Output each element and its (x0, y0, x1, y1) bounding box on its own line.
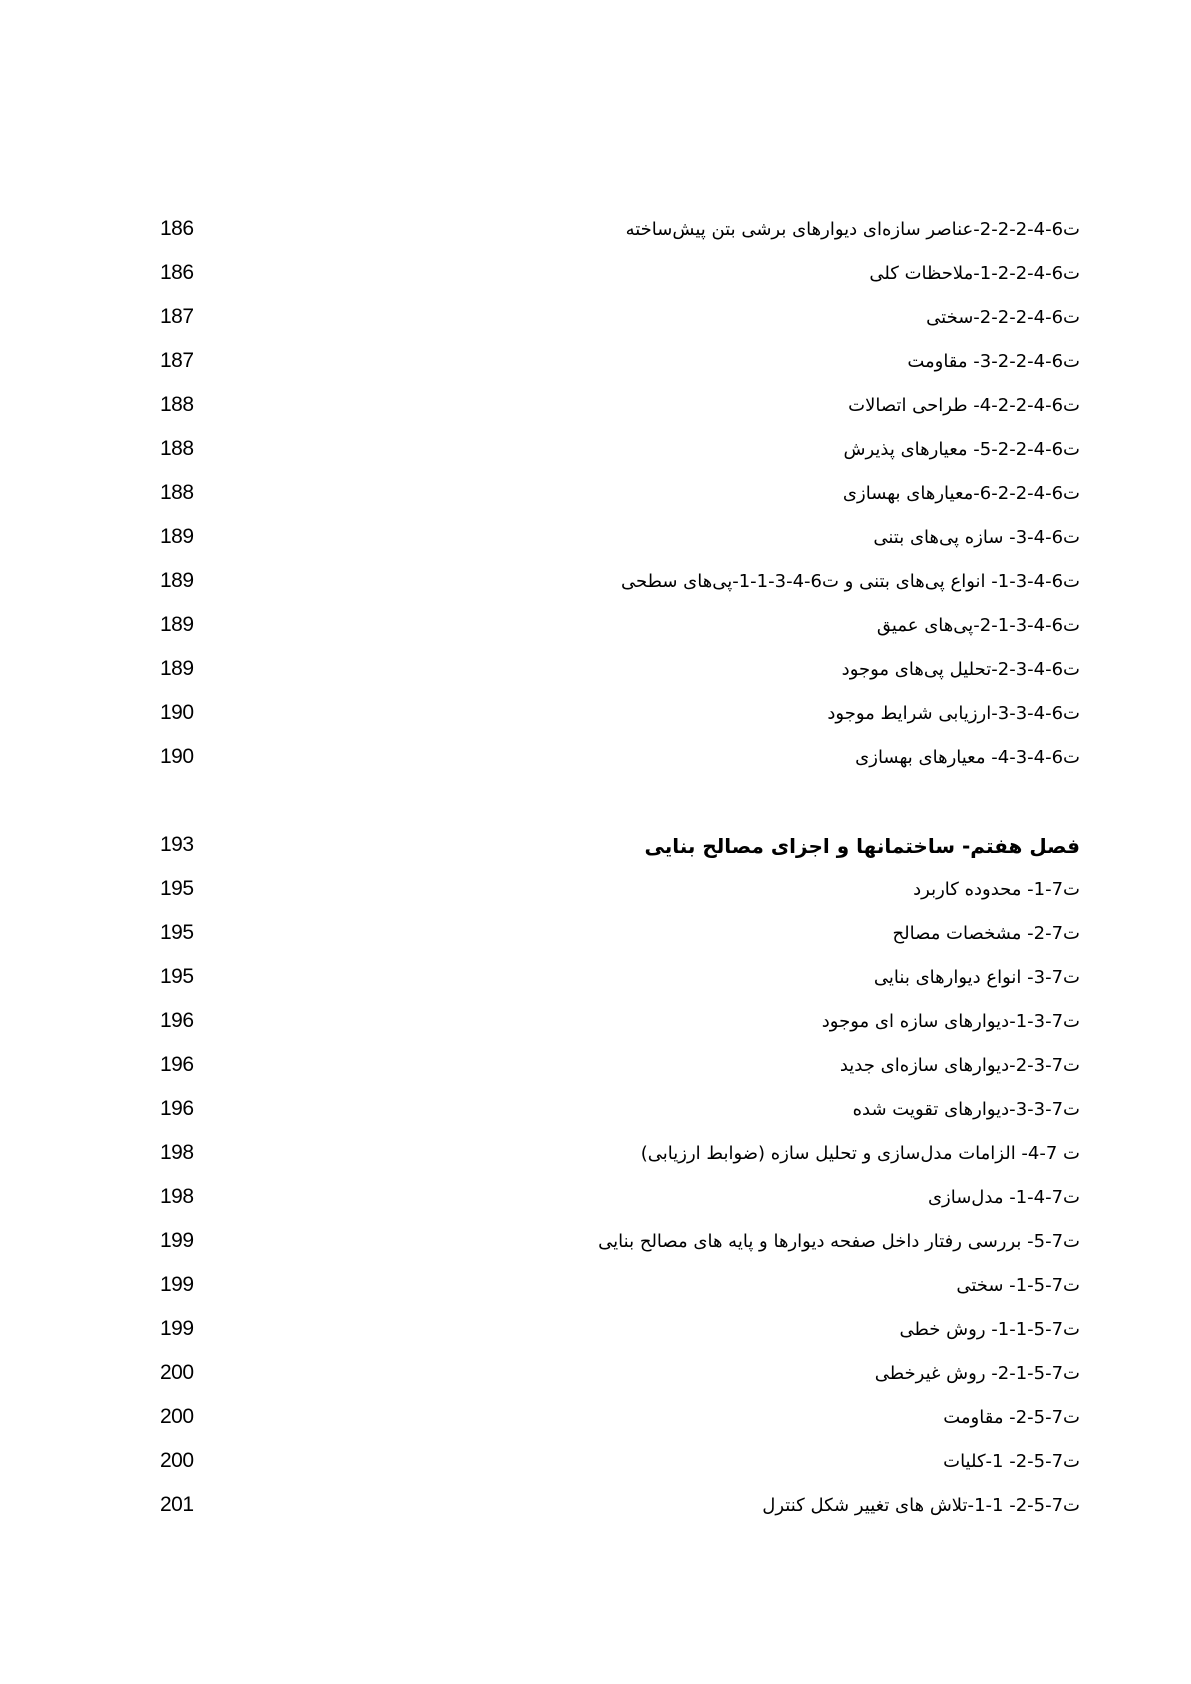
toc-page-number: 186 (160, 217, 194, 240)
toc-entry-title: ت7-3-3-دیوارهای تقویت شده (852, 1099, 1080, 1120)
toc-page-number: 186 (160, 261, 194, 284)
toc-page-number: 190 (160, 745, 194, 768)
table-of-contents (160, 210, 1080, 1530)
toc-row[interactable] (160, 562, 1080, 606)
toc-page-number: 200 (160, 1361, 194, 1384)
toc-entry-title: ت6-4-2-2-3- مقاومت (907, 351, 1080, 372)
toc-page-number: 200 (160, 1405, 194, 1428)
toc-entry-title: ت6-4-3-3-ارزیابی شرایط موجود (827, 703, 1080, 724)
toc-row[interactable] (160, 1178, 1080, 1222)
toc-row[interactable] (160, 1266, 1080, 1310)
toc-page-number: 199 (160, 1229, 194, 1252)
toc-entry-title: ت6-4-3-2-تحلیل پی‌های موجود (841, 659, 1080, 680)
toc-entry-title: ت6-4-2-2-1-ملاحظات کلی (869, 263, 1080, 284)
toc-page-number: 196 (160, 1009, 194, 1032)
toc-row[interactable] (160, 1442, 1080, 1486)
toc-page-number: 201 (160, 1493, 194, 1516)
toc-row[interactable] (160, 1134, 1080, 1178)
toc-page-number: 193 (160, 833, 194, 856)
toc-page-number: 199 (160, 1273, 194, 1296)
toc-page-number: 200 (160, 1449, 194, 1472)
toc-entry-title: ت7-5-2- 1-کلیات (943, 1451, 1080, 1472)
toc-page-number: 198 (160, 1185, 194, 1208)
toc-page-number: 190 (160, 701, 194, 724)
toc-row[interactable] (160, 870, 1080, 914)
toc-entry-title: ت6-4-3-4- معیارهای بهسازی (855, 747, 1080, 768)
toc-entry-title: ت7-5-2- 1-1-تلاش های تغییر شکل کنترل (762, 1495, 1080, 1516)
toc-entry-title: ت7-5-1-2- روش غیرخطی (874, 1363, 1080, 1384)
toc-row[interactable] (160, 430, 1080, 474)
toc-row[interactable] (160, 298, 1080, 342)
toc-entry-title: ت6-4-3-1-2-پی‌های عمیق (876, 615, 1080, 636)
toc-row[interactable] (160, 342, 1080, 386)
toc-row[interactable] (160, 958, 1080, 1002)
toc-page-number: 198 (160, 1141, 194, 1164)
toc-entry-title: ت6-4-3-1- انواع پی‌های بتنی و ت6-4-3-1-1-پی‌های سطحی (620, 571, 1080, 592)
toc-page-number: 188 (160, 481, 194, 504)
toc-entry-title: ت7-5-1-1- روش خطی (899, 1319, 1080, 1340)
toc-page-number: 189 (160, 525, 194, 548)
toc-entry-title: ت7-3- انواع دیوارهای بنایی (873, 967, 1080, 988)
toc-row[interactable] (160, 606, 1080, 650)
toc-row[interactable] (160, 386, 1080, 430)
toc-page-number: 188 (160, 393, 194, 416)
toc-row[interactable] (160, 518, 1080, 562)
toc-entry-title: ت7-1- محدوده کاربرد (913, 879, 1080, 900)
toc-entry-title: ت7-2- مشخصات مصالح (892, 923, 1080, 944)
toc-page-number: 189 (160, 613, 194, 636)
toc-row[interactable] (160, 1090, 1080, 1134)
toc-page-number: 195 (160, 965, 194, 988)
toc-row[interactable] (160, 210, 1080, 254)
toc-entry-title: ت6-4-2-2-5- معیارهای پذیرش (843, 439, 1080, 460)
toc-row[interactable] (160, 254, 1080, 298)
toc-page-number: 196 (160, 1053, 194, 1076)
toc-entry-title: ت7-5- بررسی رفتار داخل صفحه دیوارها و پایه های مصالح بنایی (598, 1231, 1080, 1252)
toc-page-number: 187 (160, 305, 194, 328)
toc-entry-title: ت7-5-1- سختی (956, 1275, 1080, 1296)
toc-entry-title: ت6-4-2-2-6-معیارهای بهسازی (842, 483, 1080, 504)
toc-entry-title: ت6-4-2-2-4- طراحی اتصالات (848, 395, 1080, 416)
toc-row[interactable] (160, 694, 1080, 738)
toc-entry-title: ت7-3-2-دیوارهای سازه‌ای جدید (839, 1055, 1080, 1076)
toc-entry-title: ت6-4-3- سازه پی‌های بتنی (873, 527, 1080, 548)
toc-page-number: 196 (160, 1097, 194, 1120)
chapter-heading: فصل هفتم- ساختمانها و اجزای مصالح بنایی (644, 834, 1080, 858)
toc-entry-title: ت 7-4- الزامات مدل‌سازی و تحلیل سازه (ضوابط ارزیابی) (640, 1143, 1080, 1164)
toc-entry-title: ت6-4-2-2-2-سختی (926, 307, 1080, 328)
toc-row[interactable] (160, 1222, 1080, 1266)
toc-page-number: 189 (160, 657, 194, 680)
toc-page-number: 189 (160, 569, 194, 592)
chapter-heading-row[interactable] (160, 826, 1080, 870)
toc-page-number: 188 (160, 437, 194, 460)
toc-row[interactable] (160, 1046, 1080, 1090)
toc-row[interactable] (160, 914, 1080, 958)
toc-page-number: 199 (160, 1317, 194, 1340)
toc-entry-title: ت7-5-2- مقاومت (943, 1407, 1080, 1428)
toc-row[interactable] (160, 1354, 1080, 1398)
toc-row[interactable] (160, 1486, 1080, 1530)
toc-row[interactable] (160, 1002, 1080, 1046)
toc-row[interactable] (160, 1398, 1080, 1442)
toc-row[interactable] (160, 1310, 1080, 1354)
toc-entry-title: ت6-4-2-2-2-عناصر سازه‌ای دیوارهای برشی بتن پیش‌ساخته (625, 219, 1080, 240)
toc-page-number: 195 (160, 877, 194, 900)
toc-row[interactable] (160, 650, 1080, 694)
toc-row[interactable] (160, 474, 1080, 518)
toc-page-number: 187 (160, 349, 194, 372)
toc-entry-title: ت7-3-1-دیوارهای سازه ای موجود (821, 1011, 1080, 1032)
toc-entry-title: ت7-4-1- مدل‌سازی (927, 1187, 1080, 1208)
toc-row[interactable] (160, 738, 1080, 782)
toc-page-number: 195 (160, 921, 194, 944)
